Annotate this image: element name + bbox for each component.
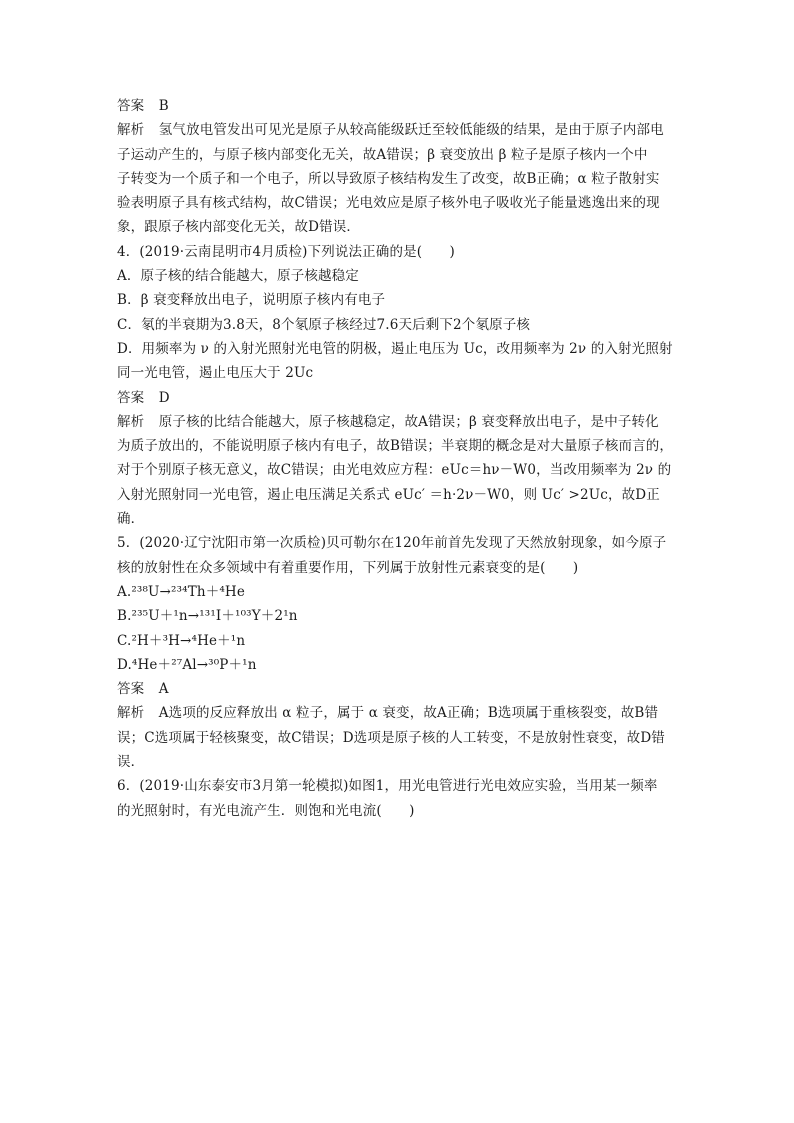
q3-analysis-label: 解析 xyxy=(117,122,145,139)
q4-analysis-line-2: 为质子放出的，不能说明原子核内有电子，故B错误；半衰期的概念是对大量原子核而言的， xyxy=(117,438,674,455)
q5-analysis-line-2: 误；C选项属于轻核聚变，故C错误；D选项是原子核的人工转变，不是放射性衰变，故D错 xyxy=(117,729,665,746)
q5-analysis-text-1: A选项的反应释放出 α 粒子，属于 α 衰变，故A正确；B选项属于重核裂变，故B错 xyxy=(158,705,659,722)
q4-option-b: B．β 衰变释放出电子，说明原子核内有电子 xyxy=(117,292,386,309)
q5-analysis-line-1 xyxy=(117,701,687,725)
q5-stem-2: 核的放射性在众多领域中有着重要作用，下列属于放射性元素衰变的是( ) xyxy=(117,559,579,576)
q5-option-d: D.⁴He＋²⁷Al→³⁰P＋¹n xyxy=(117,656,257,673)
q4-answer-value: D xyxy=(158,389,170,406)
q3-analysis-line-1 xyxy=(117,118,687,142)
q3-analysis-line-3: 子转变为一个质子和一个电子，所以导致原子核结构发生了改变，故B正确；α 粒子散射实 xyxy=(117,170,660,187)
q5-analysis-line-3: 误． xyxy=(117,754,145,771)
q3-analysis-line-2: 子运动产生的，与原子核内部变化无关，故A错误；β 衰变放出 β 粒子是原子核内一个中 xyxy=(117,146,648,163)
q3-answer-value: B xyxy=(158,98,169,114)
q3-analysis-line-5: 象，跟原子核内部变化无关，故D错误． xyxy=(117,219,361,236)
q4-analysis-line-3: 对于个别原子核无意义，故C错误；由光电效应方程：eUc＝hν－W0，当改用频率为 2ν 的 xyxy=(117,462,672,479)
q3-answer-line xyxy=(117,94,687,118)
q3-analysis-text-1: 氢气放电管发出可见光是原子从较高能级跃迁至较低能级的结果，是由于原子内部电 xyxy=(158,122,664,139)
q6-stem-1: 6．(2019·山东泰安市3月第一轮模拟)如图1，用光电管进行光电效应实验，当用某一频率 xyxy=(117,778,658,795)
q5-option-c: C.²H＋³H→⁴He＋¹n xyxy=(117,632,246,649)
document-page xyxy=(117,94,687,823)
q4-answer-line xyxy=(117,386,687,410)
q3-analysis-line-4: 验表明原子具有核式结构，故C错误；光电效应是原子核外电子吸收光子能量逃逸出来的现 xyxy=(117,195,660,212)
q5-answer-line xyxy=(117,677,687,701)
q5-option-a: A.²³⁸U→²³⁴Th＋⁴He xyxy=(117,583,245,600)
q4-stem: 4．(2019·云南昆明市4月质检)下列说法正确的是( ) xyxy=(117,243,455,260)
q5-stem-1: 5．(2020·辽宁沈阳市第一次质检)贝可勒尔在120年前首先发现了天然放射现象，如今原子 xyxy=(117,535,667,552)
q4-option-c: C．氡的半衰期为3.8天，8个氡原子核经过7.6天后剩下2个氡原子核 xyxy=(117,316,531,333)
q4-analysis-text-1: 原子核的比结合能越大，原子核越稳定，故A错误；β 衰变释放出电子，是中子转化 xyxy=(158,413,659,430)
q5-answer-value: A xyxy=(158,681,169,698)
q5-answer-label: 答案 xyxy=(117,681,145,698)
q4-analysis-line-1 xyxy=(117,410,687,434)
q4-analysis-line-5: 确． xyxy=(117,511,145,528)
q3-answer-label: 答案 xyxy=(117,98,145,114)
q6-stem-2: 的光照射时，有光电流产生．则饱和光电流( ) xyxy=(117,802,415,819)
q4-option-d-cont: 同一光电管，遏止电压大于 2Uc xyxy=(117,365,314,382)
q4-option-d: D．用频率为 ν 的入射光照射光电管的阴极，遏止电压为 Uc，改用频率为 2ν 的入射光照射 xyxy=(117,340,673,357)
q4-analysis-label: 解析 xyxy=(117,413,145,430)
q4-option-a: A．原子核的结合能越大，原子核越稳定 xyxy=(117,268,359,285)
q4-answer-label: 答案 xyxy=(117,389,145,406)
q5-analysis-label: 解析 xyxy=(117,705,145,722)
q4-analysis-line-4: 入射光照射同一光电管，遏止电压满足关系式 eUc′ ＝h·2ν－W0，则 Uc′ >2Uc，故D正 xyxy=(117,486,660,503)
q5-option-b: B.²³⁵U＋¹n→¹³¹I＋¹⁰³Y＋2¹n xyxy=(117,608,298,625)
